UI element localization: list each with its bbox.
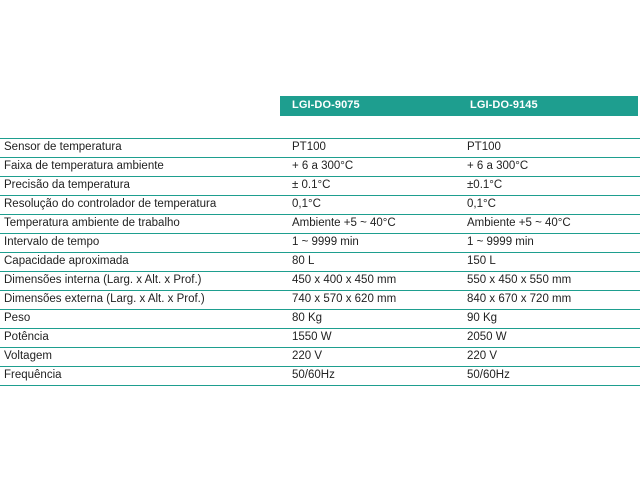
spec-table bbox=[0, 96, 640, 386]
row-value-model-1: 450 x 400 x 450 mm bbox=[292, 274, 397, 286]
table-body bbox=[0, 138, 640, 386]
table-row bbox=[0, 139, 640, 158]
table-row bbox=[0, 158, 640, 177]
row-value-model-2: 90 Kg bbox=[467, 312, 498, 324]
row-value-model-2: 1 ~ 9999 min bbox=[467, 236, 534, 248]
table-row bbox=[0, 177, 640, 196]
row-label: Intervalo de tempo bbox=[4, 236, 100, 248]
row-value-model-1: 1550 W bbox=[292, 331, 332, 343]
row-value-model-2: 0,1°C bbox=[467, 198, 496, 210]
row-label: Capacidade aproximada bbox=[4, 255, 129, 267]
row-label: Dimensões externa (Larg. x Alt. x Prof.) bbox=[4, 293, 205, 305]
table-row bbox=[0, 367, 640, 386]
row-value-model-2: + 6 a 300°C bbox=[467, 160, 529, 172]
row-label: Temperatura ambiente de trabalho bbox=[4, 217, 180, 229]
row-value-model-1: 80 Kg bbox=[292, 312, 323, 324]
row-label: Peso bbox=[4, 312, 31, 324]
row-value-model-1: Ambiente +5 ~ 40°C bbox=[292, 217, 396, 229]
row-value-model-2: 150 L bbox=[467, 255, 496, 267]
table-row bbox=[0, 329, 640, 348]
row-label: Faixa de temperatura ambiente bbox=[4, 160, 164, 172]
row-label: Frequência bbox=[4, 369, 62, 381]
table-row bbox=[0, 215, 640, 234]
table-row bbox=[0, 234, 640, 253]
row-value-model-2: ±0.1°C bbox=[467, 179, 503, 191]
row-label: Potência bbox=[4, 331, 49, 343]
row-value-model-1: 1 ~ 9999 min bbox=[292, 236, 359, 248]
row-value-model-1: 0,1°C bbox=[292, 198, 321, 210]
row-value-model-2: Ambiente +5 ~ 40°C bbox=[467, 217, 571, 229]
row-value-model-2: 550 x 450 x 550 mm bbox=[467, 274, 572, 286]
row-value-model-1: + 6 a 300°C bbox=[292, 160, 354, 172]
row-value-model-2: 2050 W bbox=[467, 331, 507, 343]
table-row bbox=[0, 291, 640, 310]
row-value-model-1: PT100 bbox=[292, 141, 326, 153]
row-value-model-1: ± 0.1°C bbox=[292, 179, 331, 191]
row-value-model-2: 840 x 670 x 720 mm bbox=[467, 293, 572, 305]
table-row bbox=[0, 196, 640, 215]
row-label: Voltagem bbox=[4, 350, 52, 362]
row-value-model-1: 50/60Hz bbox=[292, 369, 335, 381]
table-row bbox=[0, 348, 640, 367]
row-label: Resolução do controlador de temperatura bbox=[4, 198, 217, 210]
table-row bbox=[0, 253, 640, 272]
table-row bbox=[0, 310, 640, 329]
row-value-model-1: 220 V bbox=[292, 350, 323, 362]
column-header-model-2: LGI-DO-9145 bbox=[470, 99, 538, 111]
table-row bbox=[0, 272, 640, 291]
row-value-model-2: PT100 bbox=[467, 141, 501, 153]
row-value-model-2: 50/60Hz bbox=[467, 369, 510, 381]
row-value-model-1: 80 L bbox=[292, 255, 315, 267]
row-label: Precisão da temperatura bbox=[4, 179, 130, 191]
column-header-model-1: LGI-DO-9075 bbox=[292, 99, 360, 111]
table-header bbox=[0, 96, 640, 116]
row-value-model-2: 220 V bbox=[467, 350, 498, 362]
row-value-model-1: 740 x 570 x 620 mm bbox=[292, 293, 397, 305]
row-label: Sensor de temperatura bbox=[4, 141, 122, 153]
row-label: Dimensões interna (Larg. x Alt. x Prof.) bbox=[4, 274, 202, 286]
